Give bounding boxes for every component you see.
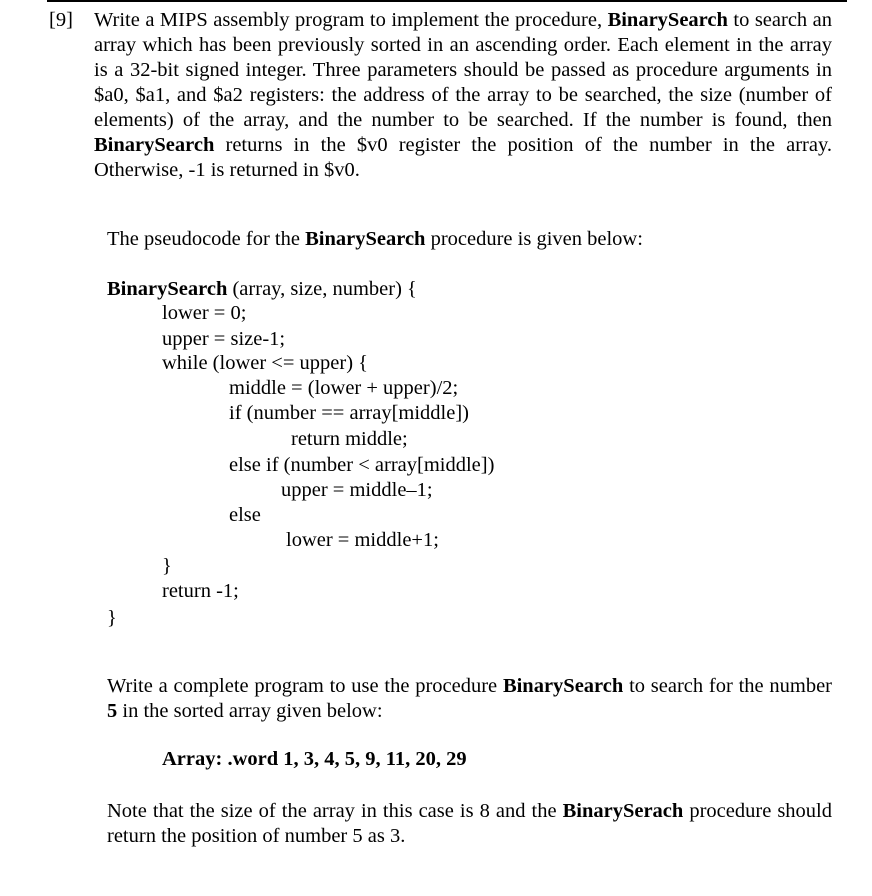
- intro-text-2: to search an array which has been previously sorted in an ascending order. Each element in the array is a 32-bit signed integer. Three parameters should be passed as procedure arguments in $a0, $a1, and $a2 registers: the address of the array to be searched, the size (number of elements) of the array, and the number to be searched. If the number is found, then: [94, 9, 832, 131]
- code-header: [107, 277, 417, 302]
- code-line-1: lower = 0;: [162, 302, 247, 324]
- top-rule: [47, 0, 847, 2]
- note-bold-1: BinarySerach: [562, 800, 684, 822]
- task-paragraph: [107, 674, 832, 724]
- intro-bold-1: BinarySearch: [607, 9, 728, 31]
- question-number: [9]: [49, 9, 73, 31]
- code-line-8: upper = middle–1;: [281, 479, 433, 501]
- note-text-1: Note that the size of the array in this case is 8 and the: [107, 800, 563, 822]
- code-line-12: return -1;: [162, 580, 239, 602]
- pseudo-intro-bold: BinarySearch: [305, 228, 426, 250]
- pseudo-intro-text-2: procedure is given below:: [425, 228, 643, 250]
- code-line-7: else if (number < array[middle]): [229, 454, 495, 476]
- intro-text-3: returns in the $v0 register the position of the number in the array. Otherwise, -1 is returned in $v0.: [94, 134, 832, 181]
- code-line-2: upper = size-1;: [162, 328, 286, 350]
- note-text-2: procedure should return the position of number 5 as 3.: [107, 800, 833, 847]
- task-text-2: to search for the number: [623, 675, 832, 697]
- code-line-10: lower = middle+1;: [286, 529, 439, 551]
- code-line-11: }: [162, 555, 172, 577]
- task-text-1: Write a complete program to use the procedure: [107, 675, 503, 697]
- code-line-9: else: [229, 504, 261, 526]
- array-line: Array: .word 1, 3, 4, 5, 9, 11, 20, 29: [162, 748, 467, 770]
- note-paragraph: [107, 799, 832, 849]
- code-line-13: }: [107, 607, 117, 629]
- task-bold-2: 5: [107, 700, 118, 722]
- code-line-3: while (lower <= upper) {: [162, 352, 369, 374]
- pseudocode-intro: [107, 227, 832, 252]
- code-line-4: middle = (lower + upper)/2;: [229, 377, 459, 399]
- code-line-6: return middle;: [291, 428, 408, 450]
- task-bold-1: BinarySearch: [502, 675, 624, 697]
- pseudo-intro-text-1: The pseudocode for the: [107, 228, 306, 250]
- code-line-5: if (number == array[middle]): [229, 402, 469, 424]
- code-header-rest: (array, size, number) {: [227, 278, 417, 300]
- task-text-3: in the sorted array given below:: [117, 700, 383, 722]
- code-header-name: BinarySearch: [107, 278, 228, 300]
- intro-text-1: Write a MIPS assembly program to implement the procedure,: [94, 9, 608, 31]
- question-intro: [94, 8, 832, 183]
- intro-bold-2: BinarySearch: [94, 134, 215, 156]
